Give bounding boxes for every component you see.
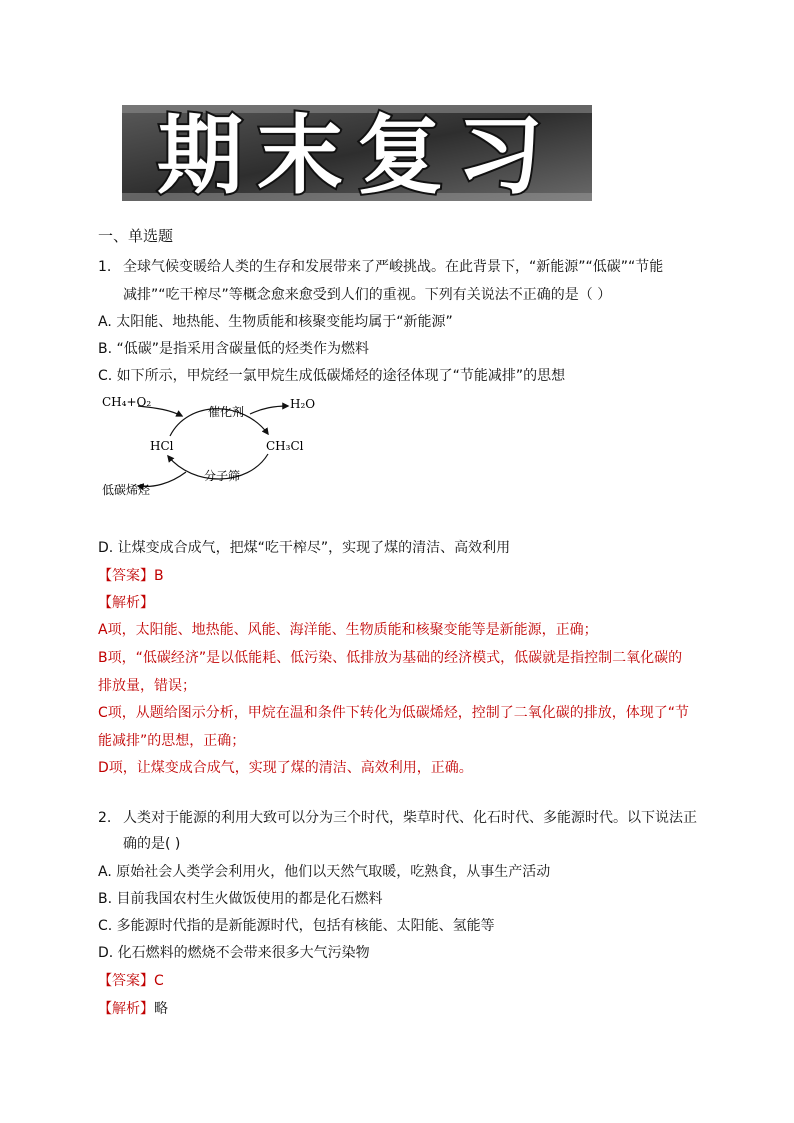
q1-option-a: A. 太阳能、地热能、生物质能和核聚变能均属于“新能源”	[98, 314, 453, 330]
q1-option-b: B. “低碳”是指采用含碳量低的烃类作为燃料	[98, 341, 370, 357]
q2-stem-line2: 确的是( )	[123, 836, 181, 852]
q1-stem-line2: 减排”“吃干榨尽”等概念愈来愈受到人们的重视。下列有关说法不正确的是（ ）	[123, 287, 612, 303]
section-heading: 一、单选题	[98, 227, 174, 245]
q1-answer-value: B	[154, 568, 164, 584]
q2-analysis	[98, 999, 168, 1019]
q2-option-b: B. 目前我国农村生火做饭使用的都是化石燃料	[98, 891, 383, 907]
q1-analysis-label: 【解析】	[98, 595, 154, 611]
diagram-water: H₂O	[290, 397, 316, 411]
q1-answer	[98, 566, 164, 586]
q2-analysis-text: 略	[154, 1001, 168, 1017]
q2-answer-value: C	[154, 973, 164, 989]
q1-analysis-line: 排放量，错误；	[98, 678, 196, 694]
q2-answer-label: 【答案】	[98, 973, 154, 989]
diagram-sieve: 分子筛	[204, 469, 241, 483]
q2-answer	[98, 971, 164, 991]
q1-number: 1.	[98, 259, 112, 275]
banner-text: 期末复习	[157, 106, 557, 201]
q1-analysis-line: B项，“低碳经济”是以低能耗、低污染、低排放为基础的经济模式，低碳就是指控制二氧化碳的	[98, 650, 683, 666]
q2-stem-line1: 人类对于能源的利用大致可以分为三个时代，柴草时代、化石时代、多能源时代。以下说法正	[123, 810, 697, 826]
q1-analysis-line: D项，让煤变成合成气，实现了煤的清洁、高效利用，正确。	[98, 760, 473, 776]
q2-option-a: A. 原始社会人类学会利用火，他们以天然气取暖，吃熟食，从事生产活动	[98, 864, 551, 880]
diagram-hcl: HCl	[150, 439, 174, 453]
q1-option-c: C. 如下所示，甲烷经一氯甲烷生成低碳烯烃的途径体现了“节能减排”的思想	[98, 368, 566, 384]
reaction-diagram	[98, 392, 318, 507]
q2-option-d: D. 化石燃料的燃烧不会带来很多大气污染物	[98, 945, 370, 961]
q1-analysis-line: C项，从题给图示分析，甲烷在温和条件下转化为低碳烯烃，控制了二氧化碳的排放，体现了“节	[98, 705, 690, 721]
diagram-catalyst: 催化剂	[208, 405, 245, 419]
q2-number: 2.	[98, 810, 112, 826]
diagram-product: 低碳烯烃	[102, 483, 151, 497]
diagram-ch3cl: CH₃Cl	[266, 439, 304, 453]
diagram-reactants: CH₄+O₂	[102, 395, 152, 409]
q1-option-d: D. 让煤变成合成气，把煤“吃干榨尽”，实现了煤的清洁、高效利用	[98, 540, 511, 556]
q2-analysis-label: 【解析】	[98, 1001, 154, 1017]
q1-answer-label: 【答案】	[98, 568, 154, 584]
q2-option-c: C. 多能源时代指的是新能源时代，包括有核能、太阳能、氢能等	[98, 918, 495, 934]
q1-stem-line1: 全球气候变暖给人类的生存和发展带来了严峻挑战。在此背景下，“新能源”“低碳”“节能	[123, 259, 664, 275]
title-banner	[122, 105, 592, 201]
q1-analysis-line: A项，太阳能、地热能、风能、海洋能、生物质能和核聚变能等是新能源，正确；	[98, 622, 598, 638]
q1-analysis-line: 能减排”的思想，正确；	[98, 733, 246, 749]
